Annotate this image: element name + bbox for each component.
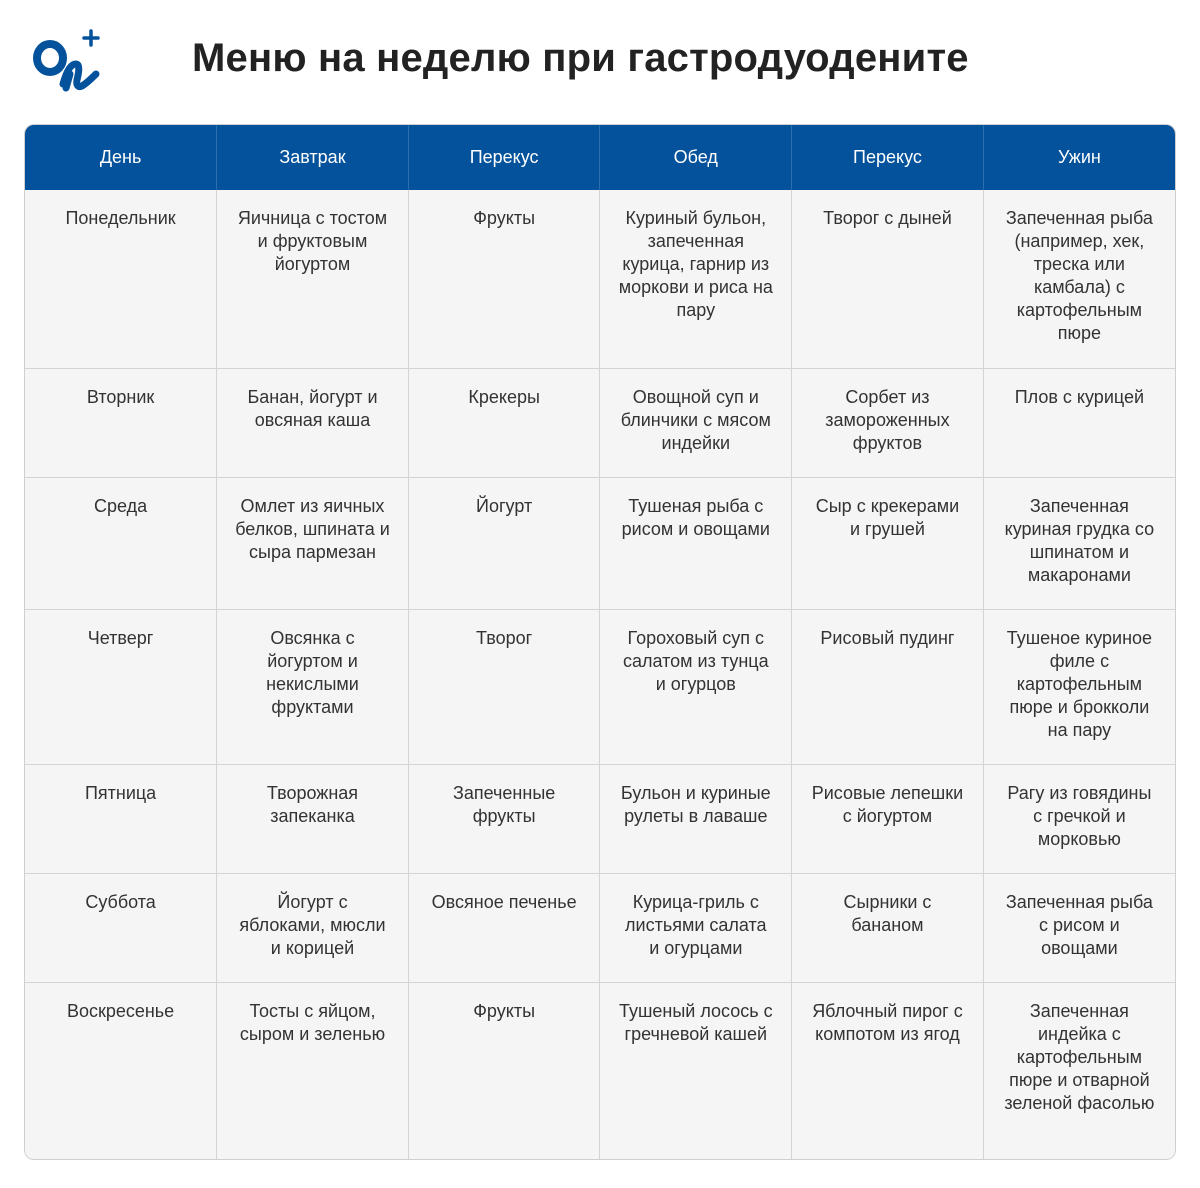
cell-snack-1: Йогурт <box>408 477 600 609</box>
header-day: День <box>99 147 142 167</box>
table-row <box>25 873 1175 982</box>
cell-snack-2: Рисовые лепешки с йогуртом <box>792 764 984 873</box>
cell-dinner: Тушеное куриное филе с картофельным пюре и брокколи на пару <box>983 609 1175 764</box>
header-dinner: Ужин <box>983 125 1175 190</box>
cell-snack-1: Запеченные фрукты <box>408 764 600 873</box>
page-title: Меню на неделю при гастродуодените <box>192 36 969 80</box>
cell-snack-1: Творог <box>408 609 600 764</box>
cell-breakfast: Яичница с тостом и фруктовым йогуртом <box>217 190 409 368</box>
cell-breakfast: Овсянка с йогуртом и некислыми фруктами <box>217 609 409 764</box>
cell-snack-2: Рисовый пудинг <box>792 609 984 764</box>
header-snack-2: Перекус <box>792 125 984 190</box>
table-row <box>25 764 1175 873</box>
cell-snack-1: Овсяное печенье <box>408 873 600 982</box>
header-snack-1: Перекус <box>408 125 600 190</box>
cell-dinner: Запеченная рыба (например, хек, треска или камбала) с картофельным пюре <box>983 190 1175 368</box>
cell-lunch: Бульон и куриные рулеты в лаваше <box>600 764 792 873</box>
cell-day: Суббота <box>25 873 217 982</box>
table-row <box>25 190 1175 368</box>
cell-snack-1: Крекеры <box>408 368 600 477</box>
cell-lunch: Куриный бульон, запеченная курица, гарнир из моркови и риса на пару <box>600 190 792 368</box>
cell-snack-2: Сырники с бананом <box>792 873 984 982</box>
cell-snack-2: Сорбет из замороженных фруктов <box>792 368 984 477</box>
cell-snack-2: Творог с дыней <box>792 190 984 368</box>
cell-dinner: Плов с курицей <box>983 368 1175 477</box>
onclinic-logo-icon <box>30 28 106 94</box>
cell-lunch: Гороховый суп с салатом из тунца и огурцов <box>600 609 792 764</box>
table-row <box>25 609 1175 764</box>
cell-dinner: Запеченная индейка с картофельным пюре и отварной зеленой фасолью <box>983 982 1175 1160</box>
table-header-row <box>25 125 1175 190</box>
cell-snack-1: Фрукты <box>408 190 600 368</box>
header-breakfast: Завтрак <box>217 125 409 190</box>
page-header <box>0 0 1200 120</box>
cell-dinner: Запеченная рыба с рисом и овощами <box>983 873 1175 982</box>
cell-snack-1: Фрукты <box>408 982 600 1160</box>
cell-breakfast: Йогурт с яблоками, мюсли и корицей <box>217 873 409 982</box>
cell-dinner: Запеченная куриная грудка со шпинатом и макаронами <box>983 477 1175 609</box>
cell-breakfast: Омлет из яичных белков, шпината и сыра пармезан <box>217 477 409 609</box>
cell-lunch: Курица-гриль с листьями салата и огурцами <box>600 873 792 982</box>
cell-lunch: Тушеный лосось с гречневой кашей <box>600 982 792 1160</box>
header-lunch: Обед <box>600 125 792 190</box>
cell-day: Понедельник <box>25 190 217 368</box>
table-row <box>25 368 1175 477</box>
cell-snack-2: Сыр с крекерами и грушей <box>792 477 984 609</box>
cell-snack-2: Яблочный пирог с компотом из ягод <box>792 982 984 1160</box>
cell-day: Вторник <box>25 368 217 477</box>
cell-day: Пятница <box>25 764 217 873</box>
cell-day: Воскресенье <box>25 982 217 1160</box>
cell-lunch: Тушеная рыба с рисом и овощами <box>600 477 792 609</box>
weekly-menu-table <box>24 124 1176 1160</box>
table-row <box>25 477 1175 609</box>
cell-day: Четверг <box>25 609 217 764</box>
cell-dinner: Рагу из говядины с гречкой и морковью <box>983 764 1175 873</box>
table-row <box>25 982 1175 1160</box>
cell-breakfast: Банан, йогурт и овсяная каша <box>217 368 409 477</box>
cell-breakfast: Тосты с яйцом, сыром и зеленью <box>217 982 409 1160</box>
cell-day: Среда <box>25 477 217 609</box>
cell-lunch: Овощной суп и блинчики с мясом индейки <box>600 368 792 477</box>
cell-breakfast: Творожная запеканка <box>217 764 409 873</box>
